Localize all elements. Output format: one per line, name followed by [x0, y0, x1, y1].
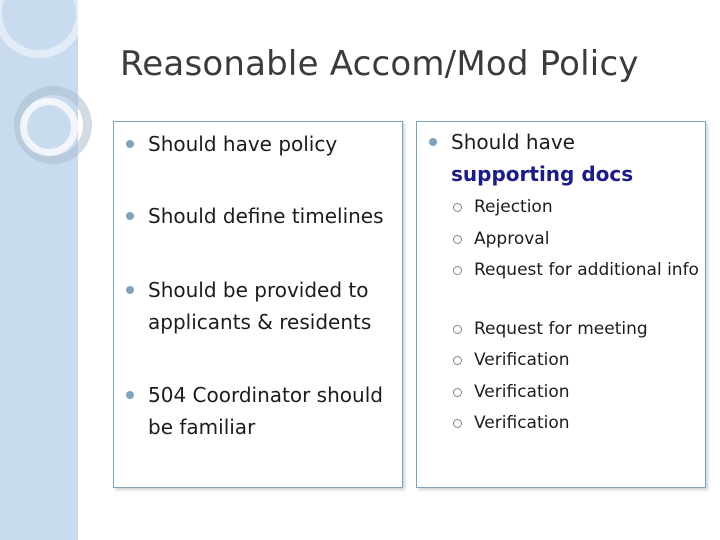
bullet-icon: [126, 140, 134, 148]
sub-bullet-icon: [453, 203, 462, 212]
sub-list-item: [451, 316, 701, 342]
decorative-ring: [20, 98, 78, 156]
list-item: [126, 200, 396, 232]
supporting-docs-heading: [451, 126, 699, 190]
decorative-side-strip: [0, 0, 78, 540]
list-item-text: 504 Coordinator should be familiar: [148, 383, 383, 439]
sub-bullet-icon: [453, 235, 462, 244]
bullet-icon: [126, 391, 134, 399]
sub-list-item-text: Request for additional info: [474, 260, 699, 280]
sub-list-item: [451, 410, 701, 436]
sub-list-item-text: Verification: [474, 413, 570, 433]
decorative-ring: [0, 0, 84, 58]
sub-list-item-text: Request for meeting: [474, 319, 648, 339]
sub-bullet-icon: [453, 388, 462, 397]
sub-list-item-text: Rejection: [474, 197, 553, 217]
sub-list-item: [451, 194, 701, 220]
list-item: [429, 126, 699, 190]
list-item-text: Should define timelines: [148, 204, 384, 228]
list-item: [126, 274, 396, 338]
sub-list-item-text: Verification: [474, 382, 570, 402]
sub-bullet-icon: [453, 356, 462, 365]
left-content-panel: [113, 121, 403, 488]
sub-list-item: [451, 379, 701, 405]
sub-list-item: [451, 226, 701, 252]
sub-list-item: [451, 257, 701, 283]
list-item: [126, 379, 396, 443]
slide-title: Reasonable Accom/Mod Policy: [120, 44, 639, 84]
sub-list-item: [451, 347, 701, 373]
sub-bullet-icon: [453, 325, 462, 334]
right-content-panel: [416, 121, 706, 488]
sub-list-item-text: Approval: [474, 229, 550, 249]
sub-bullet-icon: [453, 266, 462, 275]
heading-plain-text: Should have: [451, 130, 575, 154]
heading-highlight-text: supporting docs: [451, 162, 634, 186]
list-item-text: Should have policy: [148, 132, 338, 156]
bullet-icon: [126, 212, 134, 220]
list-item: [126, 128, 396, 160]
sub-list-item-text: Verification: [474, 350, 570, 370]
bullet-icon: [126, 286, 134, 294]
sub-bullet-icon: [453, 419, 462, 428]
bullet-icon: [429, 138, 437, 146]
list-item-text: Should be provided to applicants & residents: [148, 278, 372, 334]
